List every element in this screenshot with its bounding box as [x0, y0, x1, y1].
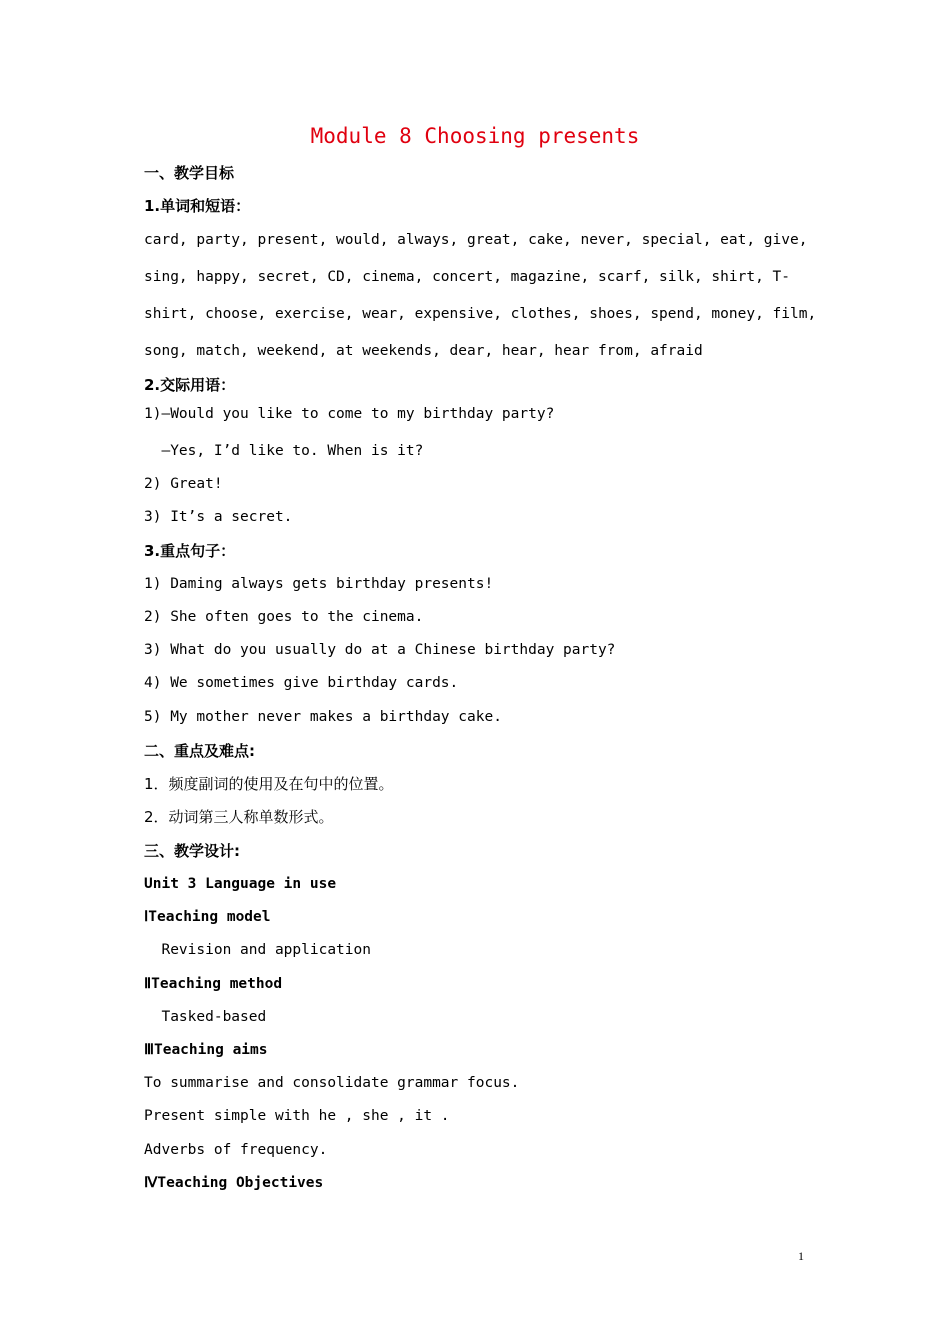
section-heading-key-points: 二、重点及难点:	[144, 742, 255, 760]
phrase-line: —Yes, I’d like to. When is it?	[144, 443, 424, 459]
vocab-line: song, match, weekend, at weekends, dear, hear, hear from, afraid	[144, 343, 703, 359]
subheading-phrases: 2.交际用语：	[144, 376, 236, 394]
teaching-method-value: Tasked-based	[144, 1009, 267, 1025]
heading-teaching-aims: ⅢTeaching aims	[144, 1042, 268, 1058]
heading-teaching-method: ⅡTeaching method	[144, 976, 283, 992]
phrase-line: 3) It’s a secret.	[144, 509, 293, 525]
heading-teaching-model: ⅠTeaching model	[144, 909, 271, 925]
aim-line: Present simple with he , she , it .	[144, 1108, 450, 1124]
sentence-line: 5) My mother never makes a birthday cake.	[144, 709, 502, 725]
aim-line: To summarise and consolidate grammar focus.	[144, 1075, 520, 1091]
section-heading-objectives: 一、教学目标	[144, 164, 235, 182]
aim-line: Adverbs of frequency.	[144, 1142, 328, 1158]
heading-teaching-objectives: ⅣTeaching Objectives	[144, 1175, 324, 1191]
phrase-line: 2) Great!	[144, 476, 223, 492]
phrase-line: 1)—Would you like to come to my birthday party?	[144, 406, 555, 422]
page-title: Module 8 Choosing presents	[310, 124, 640, 148]
page-number: 1	[798, 1249, 804, 1263]
sentence-line: 3) What do you usually do at a Chinese birthday party?	[144, 642, 616, 658]
vocab-line: shirt, choose, exercise, wear, expensive, clothes, shoes, spend, money, film,	[144, 306, 817, 322]
unit-title: Unit 3 Language in use	[144, 876, 337, 892]
vocab-line: card, party, present, would, always, great, cake, never, special, eat, give,	[144, 232, 808, 248]
sentence-line: 2) She often goes to the cinema.	[144, 609, 424, 625]
section-heading-teaching-design: 三、教学设计:	[144, 842, 240, 860]
subheading-key-sentences: 3.重点句子：	[144, 542, 236, 560]
point-line: 2．动词第三人称单数形式。	[144, 808, 334, 826]
sentence-line: 4) We sometimes give birthday cards.	[144, 675, 459, 691]
point-line: 1．频度副词的使用及在句中的位置。	[144, 775, 394, 793]
teaching-model-value: Revision and application	[144, 942, 371, 958]
vocab-line: sing, happy, secret, CD, cinema, concert, magazine, scarf, silk, shirt, T-	[144, 269, 791, 285]
sentence-line: 1) Daming always gets birthday presents!	[144, 576, 494, 592]
subheading-vocabulary: 1.单词和短语：	[144, 197, 251, 215]
